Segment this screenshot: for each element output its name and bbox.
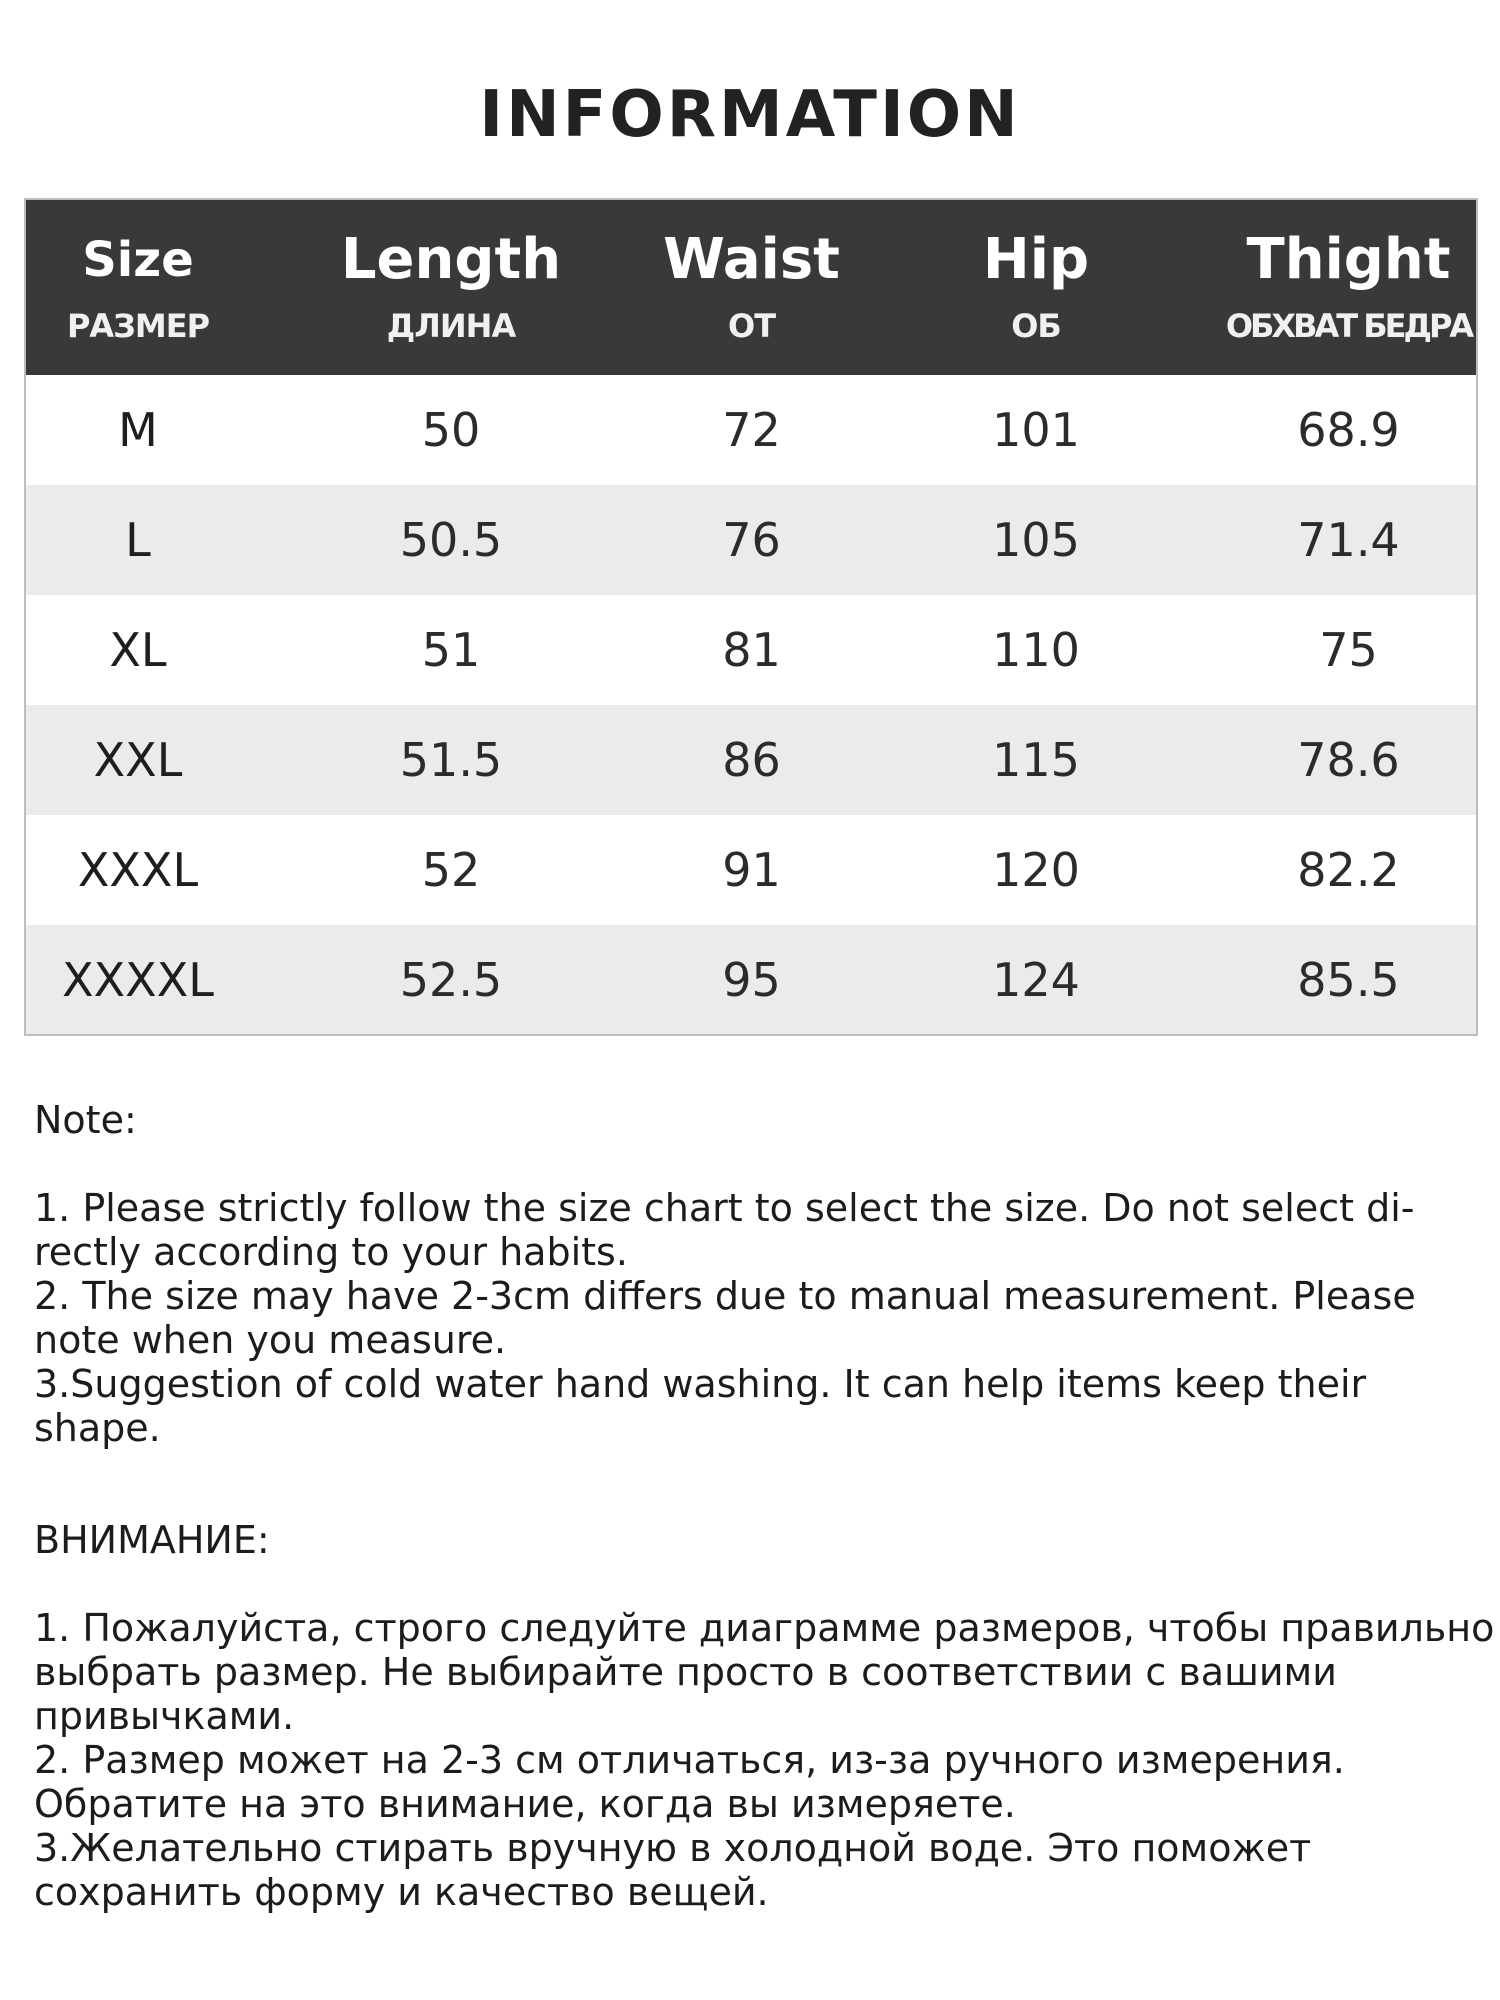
cell-thigh: 82.2 [1297,843,1400,897]
header-size-ru: РАЗМЕР [66,306,210,345]
cell-waist: 76 [722,513,781,567]
table-row [25,375,1477,485]
header-hip-ru: ОБ [1011,306,1061,345]
cell-length: 51.5 [399,733,503,787]
note-russian-line: 1. Пожалуйста, строго следуйте диаграмме размеров, чтобы правильно [34,1606,1495,1650]
cell-size: L [125,513,151,567]
header-thigh [1221,199,1477,375]
note-english-section [34,1098,1454,1142]
note-english-title: Note: [34,1098,137,1142]
cell-length: 50 [421,403,481,457]
note-english-text [34,1186,1454,1450]
cell-hip: 105 [992,513,1080,567]
cell-waist: 72 [722,403,781,457]
header-waist [652,199,851,375]
table-row [25,705,1477,815]
cell-hip: 101 [992,403,1080,457]
note-russian-line: сохранить форму и качество вещей. [34,1870,769,1914]
cell-waist: 95 [722,952,781,1007]
note-english-body [34,1186,1454,1450]
header-length-en: Length [340,226,562,292]
header-thigh-ru: ОБХВАТ БЕДРА [1225,306,1472,345]
cell-size: XXL [93,733,183,787]
table-row [25,925,1477,1035]
note-russian-line: 2. Размер может на 2-3 см отличаться, из-за ручного измерения. [34,1738,1345,1782]
cell-hip: 120 [992,843,1080,897]
cell-size: XL [109,623,167,677]
note-english-line: shape. [34,1406,161,1450]
note-russian-line: 3.Желательно стирать вручную в холодной воде. Это поможет [34,1826,1312,1870]
cell-size: M [118,403,158,457]
cell-thigh: 78.6 [1297,733,1400,787]
note-english-line: note when you measure. [34,1318,507,1362]
cell-length: 51 [421,623,481,677]
cell-hip: 115 [992,733,1080,787]
cell-length: 50.5 [399,513,503,567]
cell-thigh: 71.4 [1297,513,1400,567]
note-english-line: 1. Please strictly follow the size chart to select the size. Do not select di- [34,1186,1415,1230]
cell-size: XXXXL [62,952,214,1007]
note-russian-line: Обратите на это внимание, когда вы измеряете. [34,1782,1016,1826]
table-header-row [25,199,1477,375]
cell-hip: 124 [992,952,1080,1007]
table-row [25,595,1477,705]
note-russian-body [34,1606,1495,1914]
size-chart-table [24,198,1478,1036]
cell-size: XXXL [77,843,199,897]
note-russian-line: привычками. [34,1694,295,1738]
note-english-line: 3.Suggestion of cold water hand washing. It can help items keep their [34,1362,1367,1406]
cell-length: 52.5 [399,952,503,1007]
header-length [250,199,652,375]
table-row [25,485,1477,595]
header-hip [851,199,1221,375]
cell-waist: 91 [722,843,781,897]
table-row [25,815,1477,925]
cell-hip: 110 [992,623,1080,677]
header-waist-ru: ОТ [727,306,776,345]
header-size [25,199,250,375]
note-english-line: rectly according to your habits. [34,1230,628,1274]
note-russian-section [34,1518,1454,1562]
header-length-ru: ДЛИНА [386,306,516,345]
cell-waist: 81 [722,623,781,677]
cell-length: 52 [421,843,481,897]
note-russian-text [34,1606,1495,1914]
cell-waist: 86 [722,733,781,787]
note-russian-line: выбрать размер. Не выбирайте просто в соответствии с вашими [34,1650,1337,1694]
header-waist-en: Waist [663,226,840,292]
cell-thigh: 68.9 [1297,403,1400,457]
header-thigh-en: Thight [1246,226,1451,292]
cell-thigh: 85.5 [1297,952,1400,1007]
cell-thigh: 75 [1319,623,1378,677]
note-russian-title: ВНИМАНИЕ: [34,1518,270,1562]
page-title: INFORMATION [479,78,1021,152]
header-size-en: Size [82,231,194,288]
note-english-line: 2. The size may have 2-3cm differs due to manual measurement. Please [34,1274,1416,1318]
header-hip-en: Hip [982,226,1090,292]
